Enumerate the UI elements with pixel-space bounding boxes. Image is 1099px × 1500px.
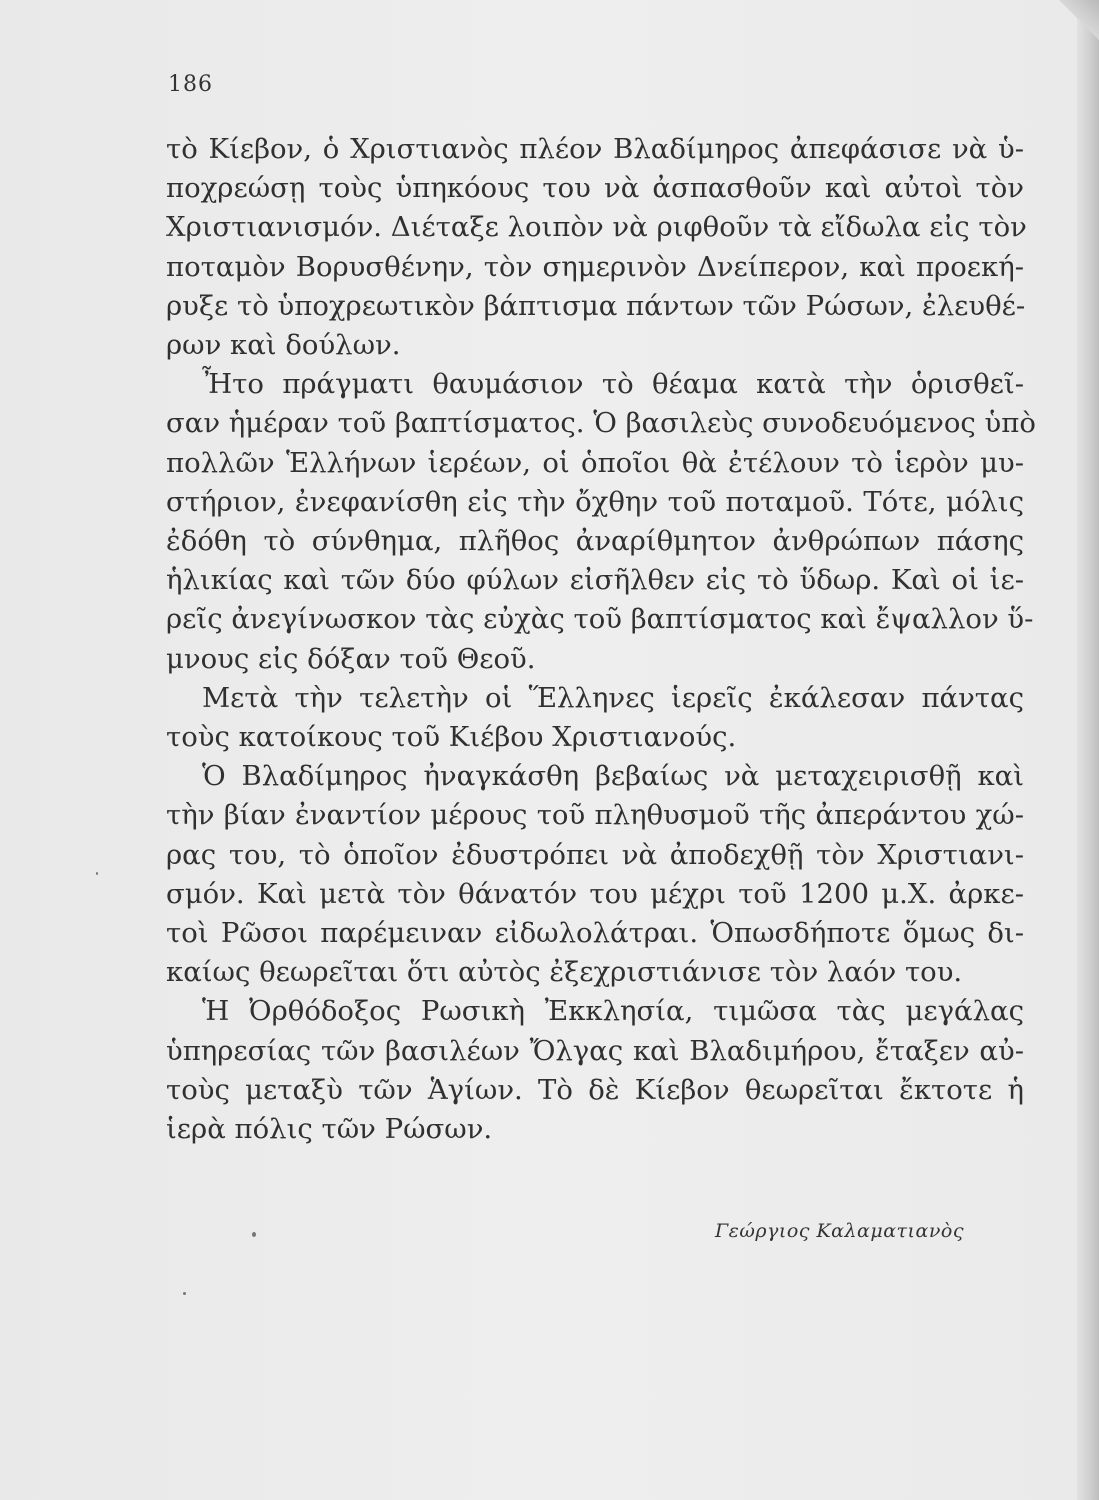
page-edge-shadow (1077, 0, 1099, 1500)
text-line: καίως θεωρεῖται ὅτι αὐτὸς ἐξεχριστιάνισε τὸν λαόν του. (166, 956, 963, 989)
text-line: ποταμὸν Βορυσθένην, τὸν σημερινὸν Δνείπερον, καὶ προεκή- (166, 250, 1024, 283)
text-line: ἱερὰ πόλις τῶν Ρώσων. (166, 1113, 493, 1146)
paper-speck (96, 872, 98, 875)
page-number: 186 (168, 72, 213, 97)
text-line: Χριστιανισμόν. Διέταξε λοιπὸν νὰ ριφθοῦν τὰ εἴδωλα εἰς τὸν (166, 211, 1027, 244)
text-line: τὸ Κίεβον, ὁ Χριστιανὸς πλέον Βλαδίμηρος ἀπεφάσισε νὰ ὑ- (166, 133, 1024, 165)
paper-speck (183, 1292, 186, 1295)
text-line: ρεῖς ἀνεγίνωσκον τὰς εὐχὰς τοῦ βαπτίσματος καὶ ἔψαλλον ὕ- (166, 603, 1034, 636)
body-text (166, 130, 1036, 1149)
text-line: ποχρεώσῃ τοὺς ὑπηκόους του νὰ ἀσπασθοῦν καὶ αὐτοὶ τὸν (166, 172, 1024, 205)
text-line: σμόν. Καὶ μετὰ τὸν θάνατόν του μέχρι τοῦ 1200 μ.Χ. ἀρκε- (166, 877, 1024, 910)
text-line: τοὶ Ρῶσοι παρέμειναν εἰδωλολάτραι. Ὁπωσδήποτε ὅμως δι- (166, 917, 1024, 950)
text-line: μνους εἰς δόξαν τοῦ Θεοῦ. (166, 642, 536, 675)
text-line: ρων καὶ δούλων. (166, 329, 401, 362)
text-line: στήριον, ἐνεφανίσθη εἰς τὴν ὄχθην τοῦ ποταμοῦ. Τότε, μόλις (166, 485, 1024, 518)
text-line: ἐδόθη τὸ σύνθημα, πλῆθος ἀναρίθμητον ἀνθρώπων πάσης (166, 525, 1024, 558)
text-line: σαν ἡμέραν τοῦ βαπτίσματος. Ὁ βασιλεὺς συνοδευόμενος ὑπὸ (166, 407, 1036, 440)
text-line: Μετὰ τὴν τελετὴν οἱ Ἕλληνες ἱερεῖς ἐκάλεσαν πάντας (202, 681, 1024, 714)
paper-speck (252, 1232, 256, 1237)
author-signature: Γεώργιος Καλαματιανὸς (715, 1220, 964, 1242)
text-line: ἡλικίας καὶ τῶν δύο φύλων εἰσῆλθεν εἰς τὸ ὕδωρ. Καὶ οἱ ἱε- (166, 564, 1024, 597)
text-line: Ὁ Βλαδίμηρος ἠναγκάσθη βεβαίως νὰ μεταχειρισθῇ καὶ (202, 760, 1024, 793)
page-corner (1059, 0, 1099, 40)
text-line: πολλῶν Ἑλλήνων ἱερέων, οἱ ὁποῖοι θὰ ἐτέλουν τὸ ἱερὸν μυ- (166, 446, 1024, 479)
text-line: ρας του, τὸ ὁποῖον ἐδυστρόπει νὰ ἀποδεχθῇ τὸν Χριστιανι- (166, 838, 1024, 871)
text-line: Ἦτο πράγματι θαυμάσιον τὸ θέαμα κατὰ τὴν ὁρισθεῖ- (202, 368, 1024, 401)
text-line: ὑπηρεσίας τῶν βασιλέων Ὄλγας καὶ Βλαδιμήρου, ἔταξεν αὐ- (166, 1034, 1024, 1067)
text-line: τοὺς μεταξὺ τῶν Ἁγίων. Τὸ δὲ Κίεβον θεωρεῖται ἔκτοτε ἡ (166, 1073, 1024, 1106)
text-line: τὴν βίαν ἐναντίον μέρους τοῦ πληθυσμοῦ τῆς ἀπεράντου χώ- (166, 799, 1024, 832)
text-line: ρυξε τὸ ὑποχρεωτικὸν βάπτισμα πάντων τῶν Ρώσων, ἐλευθέ- (166, 289, 1026, 322)
text-line: Ἡ Ὀρθόδοξος Ρωσικὴ Ἐκκλησία, τιμῶσα τὰς μεγάλας (202, 995, 1024, 1028)
text-line: τοὺς κατοίκους τοῦ Κιέβου Χριστιανούς. (166, 721, 737, 754)
